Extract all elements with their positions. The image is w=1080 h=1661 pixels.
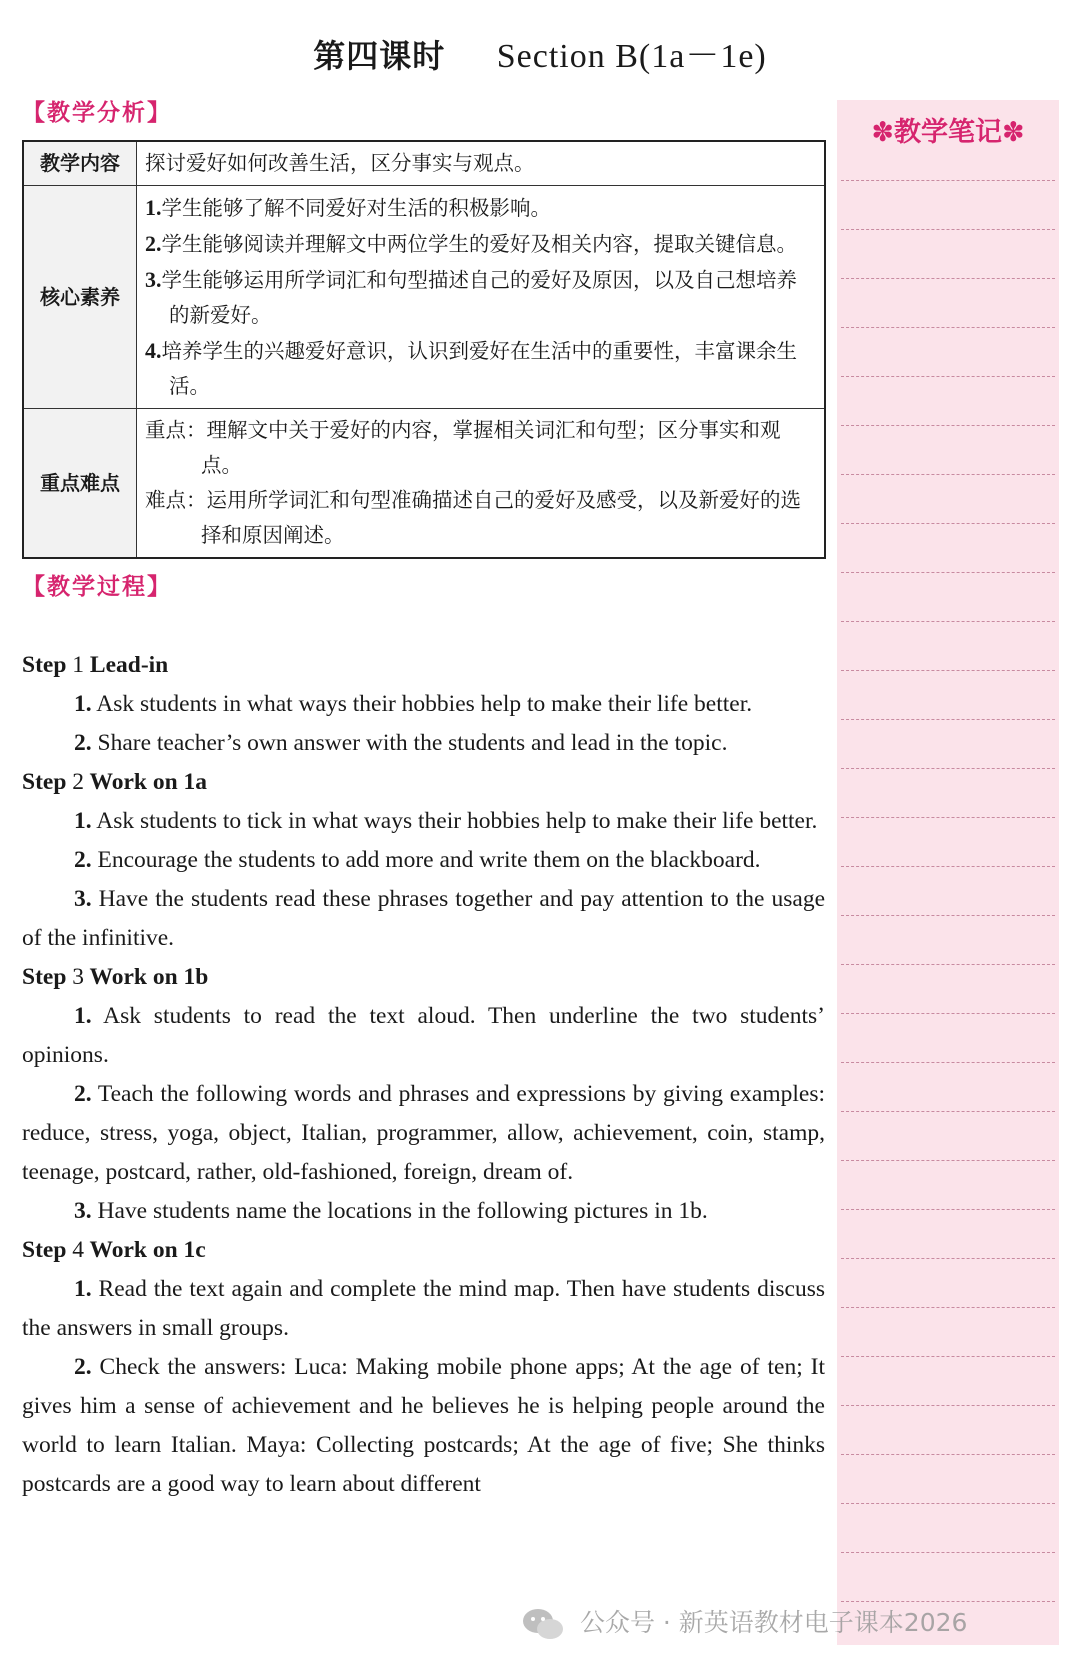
- process-heading: 【教学过程】: [22, 574, 172, 600]
- note-line: [841, 1062, 1055, 1063]
- step-heading: Step 2 Work on 1a: [22, 769, 208, 795]
- note-line: [841, 376, 1055, 377]
- key-point: 重点：理解文中关于爱好的内容，掌握相关词汇和句型；区分事实和观点。: [145, 418, 781, 477]
- core-label: 核心素养: [23, 186, 137, 409]
- note-line: [841, 1209, 1055, 1210]
- note-line: [841, 1013, 1055, 1014]
- step-item: 1. Ask students to read the text aloud. Then underline the two students’ opinions.: [22, 1003, 825, 1068]
- note-line: [841, 229, 1055, 230]
- step-item: 3. Have students name the locations in the following pictures in 1b.: [74, 1198, 708, 1224]
- note-line: [841, 964, 1055, 965]
- note-line: [841, 1503, 1055, 1504]
- analysis-table: [22, 140, 826, 559]
- step-heading: Step 1 Lead-in: [22, 652, 169, 678]
- key-cell: [137, 409, 826, 559]
- teaching-process: [22, 646, 825, 1504]
- difficulty: 难点：运用所学词汇和句型准确描述自己的爱好及感受，以及新爱好的选择和原因阐述。: [145, 488, 801, 547]
- note-line: [841, 474, 1055, 475]
- list-item: 3.学生能够运用所学词汇和句型描述自己的爱好及原因，以及自己想培养的新爱好。: [145, 267, 797, 327]
- step-item: 3. Have the students read these phrases together and pay attention to the usage of the infinitive.: [22, 886, 825, 951]
- note-line: [841, 278, 1055, 279]
- table-row: [23, 141, 825, 186]
- note-line: [841, 1601, 1055, 1602]
- note-line: [841, 621, 1055, 622]
- notes-title: ✽教学笔记✽: [871, 117, 1025, 148]
- note-line: [841, 719, 1055, 720]
- note-line: [841, 572, 1055, 573]
- watermark: [520, 1603, 967, 1644]
- note-line: [841, 1111, 1055, 1112]
- watermark-text: 公众号 · 新英语教材电子课本2026: [579, 1608, 968, 1637]
- step-item: 2. Check the answers: Luca: Making mobile phone apps; At the age of ten; It gives him a sense of achievement and he believes he is helping people around the world to learn Italian. Maya: Collecting postcards; At the age of five; She thinks postcards are a good way to learn about different: [22, 1354, 825, 1497]
- note-line: [841, 425, 1055, 426]
- core-items: [137, 186, 826, 409]
- note-line: [841, 1258, 1055, 1259]
- lesson-number: 第四课时: [313, 37, 446, 75]
- step-item: 2. Encourage the students to add more and write them on the blackboard.: [74, 847, 761, 873]
- step-item: 1. Ask students in what ways their hobbies help to make their life better.: [74, 691, 753, 717]
- note-line: [841, 915, 1055, 916]
- table-row: [23, 409, 825, 559]
- step-heading: Step 3 Work on 1b: [22, 964, 209, 990]
- note-line: [841, 327, 1055, 328]
- note-line: [841, 1454, 1055, 1455]
- list-item: 2.学生能够阅读并理解文中两位学生的爱好及相关内容，提取关键信息。: [145, 231, 797, 256]
- table-row: [23, 186, 825, 409]
- step-item: 2. Share teacher’s own answer with the students and lead in the topic.: [74, 730, 728, 756]
- content-text: 探讨爱好如何改善生活，区分事实与观点。: [137, 141, 826, 186]
- page-title: [0, 28, 1080, 77]
- notes-sidebar: [837, 100, 1059, 1645]
- wechat-logo-icon: [520, 1604, 566, 1644]
- note-line: [841, 670, 1055, 671]
- list-item: 1.学生能够了解不同爱好对生活的积极影响。: [145, 195, 551, 220]
- note-line: [841, 1405, 1055, 1406]
- note-line: [841, 180, 1055, 181]
- step-heading: Step 4 Work on 1c: [22, 1237, 206, 1263]
- note-line: [841, 1552, 1055, 1553]
- step-item: 1. Ask students to tick in what ways their hobbies help to make their life better.: [74, 808, 818, 834]
- analysis-heading: 【教学分析】: [22, 100, 172, 126]
- note-line: [841, 866, 1055, 867]
- note-line: [841, 523, 1055, 524]
- note-line: [841, 817, 1055, 818]
- note-line: [841, 768, 1055, 769]
- note-line: [841, 1160, 1055, 1161]
- step-item: 2. Teach the following words and phrases and expressions by giving examples: reduce, stress, yoga, object, Italian, programmer, allow, achievement, coin, stamp, teenage, postcard, rather, old-fashioned, foreign, dream of.: [22, 1081, 825, 1185]
- key-label: 重点难点: [23, 409, 137, 559]
- section-title: Section B(1a－1e): [496, 38, 767, 75]
- content-label: 教学内容: [23, 141, 137, 186]
- step-item: 1. Read the text again and complete the mind map. Then have students discuss the answers in small groups.: [22, 1276, 825, 1341]
- note-line: [841, 1307, 1055, 1308]
- note-line: [841, 1356, 1055, 1357]
- list-item: 4.培养学生的兴趣爱好意识，认识到爱好在生活中的重要性，丰富课余生活。: [145, 338, 797, 398]
